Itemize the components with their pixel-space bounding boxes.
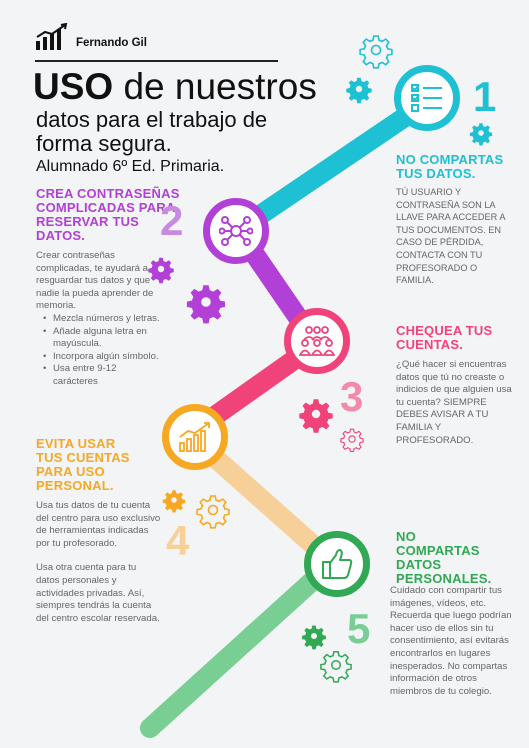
step-1-circle bbox=[394, 65, 460, 131]
gear-icon bbox=[160, 486, 188, 514]
step-5-title: NO COMPARTAS DATOS PERSONALES. bbox=[396, 529, 492, 586]
password-tips-list bbox=[36, 313, 161, 389]
group-icon bbox=[299, 325, 335, 357]
step-5-body bbox=[390, 585, 518, 698]
step-4-circle bbox=[162, 404, 228, 470]
list-item: • Añade alguna letra en mayúscula. bbox=[53, 326, 161, 351]
bar-chart-icon bbox=[35, 23, 69, 51]
brand-name: Fernando Gil bbox=[76, 37, 147, 49]
list-item: • Usa entre 9-12 carácteres bbox=[53, 363, 161, 388]
gear-icon bbox=[295, 393, 337, 435]
brand-logo bbox=[35, 23, 69, 56]
thumbs-up-icon bbox=[321, 548, 353, 580]
step-2-body bbox=[36, 250, 161, 389]
step-5-circle bbox=[304, 531, 370, 597]
step-5-number: 5 bbox=[347, 605, 371, 652]
gear-icon bbox=[182, 278, 230, 326]
step-1-title: NO COMPARTAS TUS DATOS. bbox=[396, 152, 504, 181]
step-3-body: ¿Qué hacer si encuentras datos que tú no creaste o indicios de que alguien usa tu cuenta? SIEMPRE DEBES AVISAR A TU FAMILIA Y PROFESORADO. bbox=[396, 359, 512, 446]
step-3-title: CHEQUEA TUS CUENTAS. bbox=[396, 323, 493, 352]
gear-icon bbox=[193, 490, 233, 530]
step-3-circle bbox=[284, 308, 350, 374]
step-5-paragraph-2: Recuerda que luego podrían hacer uso de ellos sin tu consentimiento, así evitarás encontrarlos en lugares inesperados. No compartas información de otros miembros de tu colegio. bbox=[390, 610, 512, 697]
page-title bbox=[33, 66, 317, 108]
gear-icon bbox=[343, 73, 375, 105]
audience-label: Alumnado 6º Ed. Primaria. bbox=[36, 158, 225, 175]
checklist-icon bbox=[410, 83, 444, 113]
step-5-paragraph-1: Cuidado con compartir tus imágenes, vídeos, etc. bbox=[390, 585, 502, 609]
step-1-body: TÚ USUARIO Y CONTRASEÑA SON LA LLAVE PARA ACCEDER A TUS DOCUMENTOS. EN CASO DE PÉRDIDA, CONTACTA CON TU PROFESORADO O FAMILIA. bbox=[396, 187, 505, 286]
list-item: • Incorpora algún símbolo. bbox=[53, 351, 161, 364]
gear-icon bbox=[356, 30, 396, 70]
brand-divider bbox=[35, 60, 278, 62]
subtitle-line-1: datos para el trabajo de bbox=[36, 107, 268, 132]
step-2-title: CREA CONTRASEÑAS COMPLICADAS PARA RESERVAR TUS DATOS. bbox=[36, 186, 180, 243]
gear-icon bbox=[467, 119, 495, 147]
title-rest: de nuestros bbox=[113, 66, 317, 107]
step-1-number: 1 bbox=[473, 73, 497, 120]
title-bold: USO bbox=[33, 66, 114, 107]
step-4-body bbox=[36, 500, 161, 625]
step-2-circle bbox=[203, 198, 269, 264]
step-4-title: EVITA USAR TUS CUENTAS PARA USO PERSONAL. bbox=[36, 436, 130, 493]
list-item: • Mezcla números y letras. bbox=[53, 313, 161, 326]
step-4-paragraph-2: Usa otra cuenta para tu datos personales y actividades privadas. Así, siempres tendrás la cuenta del centro escolar reservada. bbox=[36, 562, 160, 624]
step-4-paragraph-1: Usa tus datos de tu cuenta del centro para uso exclusivo de herramientas indicadas por tu profesorado. bbox=[36, 500, 161, 549]
step-2-intro: Crear contraseñas complicadas, te ayudará a resguardar tus datos y que nadie la pueda aprender de memoria. bbox=[36, 250, 154, 312]
subtitle bbox=[36, 108, 267, 156]
network-icon bbox=[219, 214, 253, 248]
step-3-number: 3 bbox=[340, 373, 364, 420]
gear-icon bbox=[338, 425, 366, 453]
step-4-number: 4 bbox=[166, 517, 190, 564]
growth-chart-icon bbox=[178, 421, 212, 453]
step-2-number: 2 bbox=[160, 197, 184, 244]
subtitle-line-2: forma segura. bbox=[36, 131, 172, 156]
